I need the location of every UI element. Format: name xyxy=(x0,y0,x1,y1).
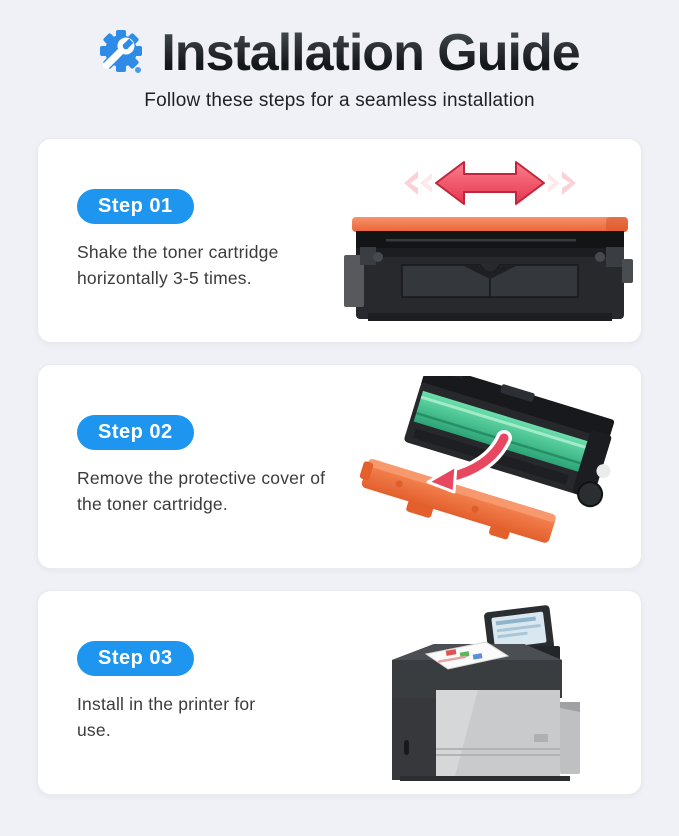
step-2-badge: Step 02 xyxy=(77,415,194,450)
step-1-badge: Step 01 xyxy=(77,189,194,224)
step-card-1 xyxy=(37,138,642,343)
step-3-description: Install in the printer for use. xyxy=(77,693,256,741)
step-card-3 xyxy=(37,590,642,795)
laser-printer-icon xyxy=(374,602,606,782)
toner-cartridge-cover-removal-icon xyxy=(354,376,626,556)
header xyxy=(0,0,679,112)
toner-cartridge-front xyxy=(344,217,633,321)
page-subtitle: Follow these steps for a seamless installation xyxy=(144,89,535,111)
step-1-illustration xyxy=(338,151,641,329)
step-card-2 xyxy=(37,364,642,569)
page-title: Installation Guide xyxy=(161,24,580,82)
step-2-illustration xyxy=(338,376,641,556)
step-3-illustration xyxy=(338,602,641,782)
red-double-arrow-icon xyxy=(436,162,544,204)
step-2-description: Remove the protective cover of the toner cartridge. xyxy=(77,467,326,515)
gear-wrench-icon xyxy=(99,27,149,79)
step-3-badge: Step 03 xyxy=(77,641,194,676)
toner-cartridge-shake-icon xyxy=(344,151,636,329)
steps-list xyxy=(37,138,642,795)
step-1-description: Shake the toner cartridge horizontally 3-5 times. xyxy=(77,241,279,289)
